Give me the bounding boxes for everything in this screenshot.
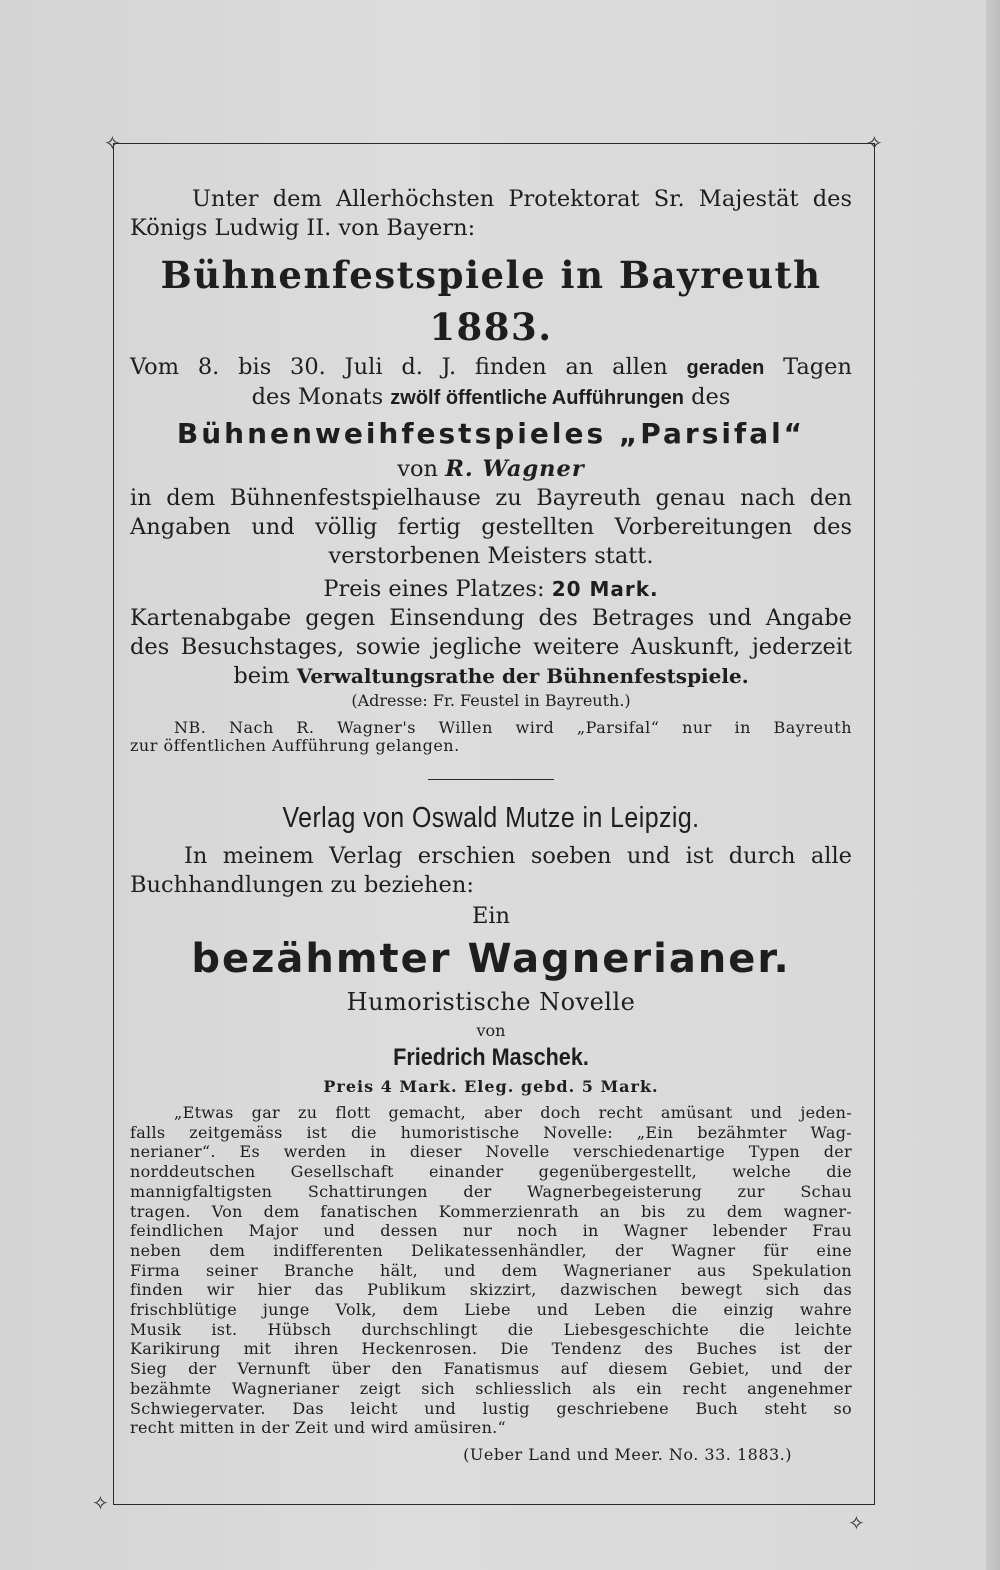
tickets-line-1: Kartenabgabe gegen Einsendung des Betrages und Angabe [130, 605, 852, 631]
review-line: feindlichen Major und dessen nur noch in Wagner lebender Frau [130, 1221, 852, 1241]
review-line: frischblütige junge Volk, dem Liebe und Leben die einzig wahre [130, 1300, 852, 1320]
protectorate-line-2: Königs Ludwig II. von Bayern: [130, 215, 476, 241]
page-edge [986, 0, 1000, 1570]
review-line: tragen. Von dem fanatischen Kommerzienrath an bis zu dem wagner- [130, 1201, 852, 1221]
venue-line-3: verstorbenen Meisters statt. [328, 543, 654, 569]
composer-prefix: von [397, 456, 439, 482]
venue-line-2: Angaben und völlig fertig gestellten Vorbereitungen des [130, 514, 852, 540]
corner-ornament-bottom-left: ✧ [92, 1491, 109, 1515]
dates-text-c: Tagen [783, 354, 852, 380]
publisher-heading: Verlag von Oswald Mutze in Leipzig. [282, 802, 700, 834]
work-title: Bühnenweihfestspieles „Parsifal“ [176, 417, 806, 450]
review-line: Schwiegervater. Das leicht und lustig geschriebene Buch steht so [130, 1398, 852, 1418]
review-line: falls zeitgemäss ist die humoristische Novelle: „Ein bezähmter Wag- [130, 1122, 852, 1142]
review-line: Musik ist. Hübsch durchschlingt die Liebesgeschichte die leichte [130, 1319, 852, 1339]
address-line: (Adresse: Fr. Feustel in Bayreuth.) [351, 691, 631, 710]
review-line: Sieg der Vernunft über den Fanatismus auf diesem Gebiet, und der [130, 1359, 852, 1379]
dates-bold-even-days: geraden [686, 357, 765, 379]
review-line: „Etwas gar zu flott gemacht, aber doch recht amüsant und jeden- [174, 1103, 852, 1122]
book-by: von [476, 1021, 506, 1040]
review-line: neben dem indifferenten Delikatessenhändler, der Wagner für eine [130, 1240, 852, 1260]
review-line: nerianer“. Es werden in dieser Novelle verschiedenartige Typen der [130, 1142, 852, 1162]
corner-ornament-top-right: ✧ [866, 131, 883, 155]
review-line: Karikirung mit ihren Heckenrosen. Die Tendenz des Buches ist der [130, 1339, 852, 1359]
advertisement-content [130, 185, 852, 1466]
composer-line [130, 455, 852, 484]
book-price: Preis 4 Mark. Eleg. gebd. 5 Mark. [323, 1077, 659, 1096]
tickets-office: Verwaltungsrathe der Bühnenfestspiele. [296, 664, 749, 688]
corner-ornament-bottom-right: ✧ [848, 1511, 865, 1535]
price-value: 20 Mark. [551, 577, 659, 601]
corner-ornament-top-left: ✧ [104, 131, 121, 155]
review-line: bezähmte Wagnerianer zeigt sich schliesslich als ein recht angenehmer [130, 1378, 852, 1398]
review-line: recht mitten in der Zeit und wird amüsiren.“ [130, 1418, 507, 1438]
composer-name: R. Wagner [445, 456, 585, 482]
intro-line-2: Buchhandlungen zu beziehen: [130, 872, 474, 898]
review-line: mannigfaltigsten Schattirungen der Wagnerbegeisterung zur Schau [130, 1181, 852, 1201]
festival-title: Bühnenfestspiele in Bayreuth 1883. [160, 253, 822, 349]
section-divider [428, 779, 554, 780]
price-label: Preis eines Platzes: [323, 576, 545, 602]
dates-text-des: des [691, 384, 731, 410]
intro-line-1: In meinem Verlag erschien soeben und ist durch alle [184, 843, 852, 869]
price-line [130, 575, 852, 604]
book-author: Friedrich Maschek. [393, 1044, 589, 1071]
review-line: norddeutschen Gesellschaft einander gegenübergestellt, welche die [130, 1162, 852, 1182]
venue-line-1: in dem Bühnenfestspielhause zu Bayreuth genau nach den [130, 485, 852, 511]
book-article: Ein [471, 903, 511, 929]
dates-text-a: Vom 8. bis 30. Juli d. J. finden an allen [130, 354, 668, 380]
book-title: bezähmter Wagnerianer. [191, 936, 791, 982]
dates-text-month: des Monats [251, 384, 384, 410]
review-line: Firma seiner Branche hält, und dem Wagnerianer aus Spekulation [130, 1260, 852, 1280]
tickets-line-3 [130, 662, 852, 691]
protectorate-line-1: Unter dem Allerhöchsten Protektorat Sr. Majestät des [192, 186, 852, 212]
tickets-beim: beim [233, 663, 290, 689]
tickets-line-2: des Besuchstages, sowie jegliche weitere Auskunft, jederzeit [130, 634, 852, 660]
review-text [130, 1103, 852, 1438]
dates-line-2 [130, 383, 852, 413]
review-line: finden wir hier das Publikum skizzirt, dazwischen bewegt sich das [130, 1280, 852, 1300]
nb-line-2: zur öffentlichen Aufführung gelangen. [130, 736, 460, 755]
dates-bold-performances: zwölf öffentliche Aufführungen [390, 387, 684, 409]
nb-line-1: NB. Nach R. Wagner's Willen wird „Parsifal“ nur in Bayreuth [174, 718, 852, 737]
review-source: (Ueber Land und Meer. No. 33. 1883.) [463, 1444, 792, 1464]
book-subtitle: Humoristische Novelle [346, 988, 636, 1016]
dates-line-1 [130, 353, 852, 383]
